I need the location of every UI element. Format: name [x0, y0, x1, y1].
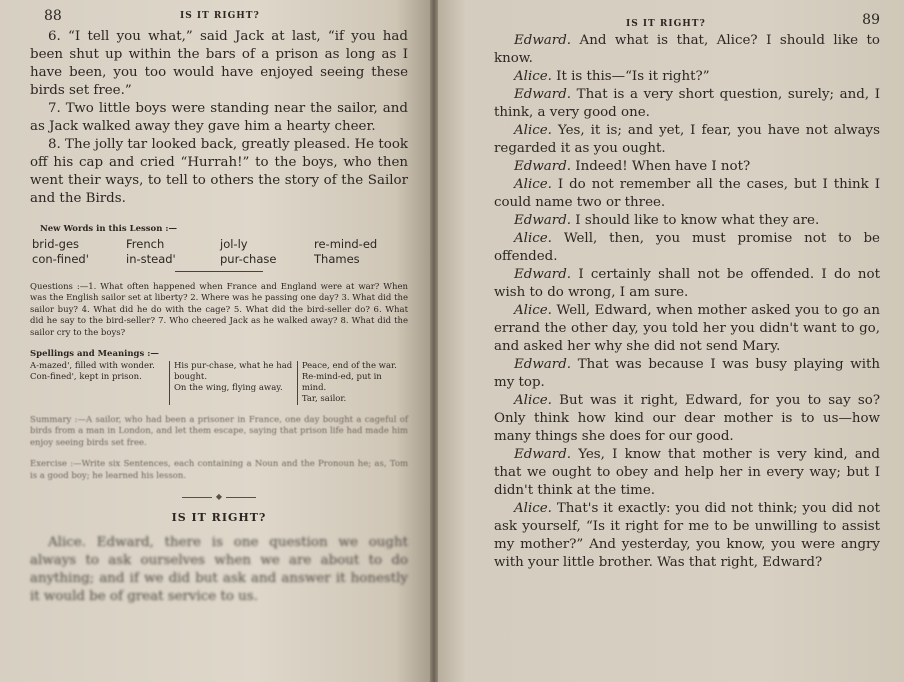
speaker-name: Edward.	[514, 159, 572, 174]
dialogue-text: Indeed! When have I not?	[571, 159, 751, 174]
spelling-entry: Con-fined', kept in prison.	[30, 372, 142, 383]
dialogue-text: I should like to know what they are.	[571, 213, 820, 228]
exercise: Exercise :—Write six Sentences, each containing a Noun and the Pronoun he; as, Tom is a good boy; he learned his lesson.	[30, 459, 408, 481]
dialogue-text: Yes, it is; and yet, I fear, you have not always regarded it as you ought.	[494, 123, 880, 156]
spelling-entry: Re-mind-ed, put in mind.	[301, 372, 382, 394]
left-running-head	[30, 8, 408, 28]
speaker-name: Edward.	[514, 87, 572, 102]
new-word: brid-ges	[32, 237, 80, 251]
dialogue-text: I do not remember all the cases, but I think I could name two or three.	[494, 177, 880, 210]
dialogue	[494, 32, 880, 572]
section-title: IS IT RIGHT?	[171, 511, 267, 525]
dialogue-text: It is this—“Is it right?”	[551, 69, 710, 84]
dialogue-line	[494, 266, 880, 302]
paragraph-8: 8. The jolly tar looked back, greatly pleased. He took off his cap and cried “Hurrah!” to the boys, who then went their ways, to tell to others the story of the Sailor and the Birds.	[30, 137, 408, 206]
speaker-name: Alice.	[514, 177, 552, 192]
dialogue-text: That was because I was busy playing with my top.	[494, 357, 880, 390]
spelling-entry: Tar, sailor.	[301, 394, 347, 405]
dialogue-text: That's it exactly: you did not think; you did not ask yourself, “Is it right for me to be unwilling to assist my mother?” And yesterday, you know, you were angry with your little brother. Was that right, Edward?	[494, 501, 880, 570]
right-running-title: IS IT RIGHT?	[626, 19, 706, 29]
spellings-heading: Spellings and Meanings :—	[30, 349, 159, 360]
dialogue-line	[494, 500, 880, 572]
new-word: Thames	[314, 252, 360, 266]
new-word: in-stead'	[126, 252, 176, 266]
right-page	[438, 0, 904, 682]
speaker-name: Alice.	[514, 501, 552, 516]
questions: Questions :—1. What often happened when France and England were at war? When was the English sailor set at liberty? 2. Where was he passing one day? 3. What did the sailor buy? 4. What did he do with the cage? 5. What did the bird-seller do? 6. What did he say to the bird-seller? 7. Who cheered Jack as he walked away? 8. What did the sailor cry to the boys?	[30, 282, 408, 338]
paragraph-6: 6. “I tell you what,” said Jack at last, “if you had been shut up within the bars of a prison as long as I have been, you too would have enjoyed seeing these birds set free.”	[30, 29, 408, 98]
right-running-head	[494, 12, 880, 32]
dialogue-line	[494, 32, 880, 68]
speaker-name: Alice.	[514, 123, 552, 138]
dialogue-text: Well, then, you must promise not to be offended.	[494, 231, 880, 264]
section-opening: Alice. Edward, there is one question we ought always to ask ourselves when we are about to do anything; and if we did but ask and answer it honestly it would be of great service to us.	[30, 535, 408, 605]
speaker-name: Edward.	[514, 267, 572, 282]
divider	[175, 271, 263, 272]
dialogue-line	[494, 446, 880, 500]
dialogue-text: And what is that, Alice? I should like to know.	[494, 33, 880, 66]
ornament-divider: ◆	[30, 492, 408, 501]
left-running-title: IS IT RIGHT?	[180, 11, 260, 21]
spelling-entry: Peace, end of the war.	[301, 361, 397, 372]
speaker-name: Alice.	[514, 303, 552, 318]
new-words-heading: New Words in this Lesson :—	[40, 224, 177, 234]
summary: Summary :—A sailor, who had been a prisoner in France, one day bought a cageful of birds from a man in London, and let them escape, saying that prison life had made him enjoy seeing birds set free.	[30, 415, 408, 448]
spelling-entry: A-mazed', filled with wonder.	[30, 361, 155, 372]
dialogue-line	[494, 392, 880, 446]
dialogue-text: Yes, I know that mother is very kind, and that we ought to obey and help her in every way; but I didn't think at the time.	[494, 447, 880, 498]
spellings-col-1	[30, 361, 169, 405]
dialogue-text: I certainly shall not be offended. I do not wish to do wrong, I am sure.	[494, 267, 880, 300]
spellings-table	[30, 361, 408, 405]
new-word: French	[126, 237, 165, 251]
dialogue-line	[494, 230, 880, 266]
speaker-name: Alice.	[514, 393, 552, 408]
spellings-col-3	[297, 361, 408, 405]
dialogue-line	[494, 158, 880, 176]
dialogue-line	[494, 302, 880, 356]
new-word: pur-chase	[220, 252, 277, 266]
dialogue-text: That is a very short question, surely; and, I think, a very good one.	[494, 87, 880, 120]
speaker-name: Edward.	[514, 357, 572, 372]
dialogue-line	[494, 356, 880, 392]
speaker-name: Edward.	[514, 33, 572, 48]
spelling-entry: On the wing, flying away.	[173, 383, 283, 394]
speaker-name: Edward.	[514, 213, 572, 228]
speaker-name: Edward.	[514, 447, 572, 462]
dialogue-line	[494, 86, 880, 122]
paragraph-7: 7. Two little boys were standing near the sailor, and as Jack walked away they gave him a hearty cheer.	[30, 101, 408, 134]
left-page-number: 88	[44, 8, 62, 24]
dialogue-line	[494, 176, 880, 212]
new-words-list	[30, 237, 408, 267]
new-word: con-fined'	[32, 252, 89, 266]
dialogue-line	[494, 122, 880, 158]
speaker-name: Alice.	[514, 69, 552, 84]
left-page	[0, 0, 430, 682]
spelling-entry: His pur-chase, what he had bought.	[173, 361, 293, 383]
dialogue-text: Well, Edward, when mother asked you to go an errand the other day, you told her you didn't want to go, and asked her why she did not send Mary.	[494, 303, 880, 354]
dialogue-text: But was it right, Edward, for you to say so? Only think how kind our dear mother is to us—how many things she does for our good.	[494, 393, 880, 444]
dialogue-line	[494, 212, 880, 230]
spellings-col-2	[169, 361, 297, 405]
right-page-number: 89	[862, 12, 880, 28]
section-opening-block	[30, 534, 408, 606]
speaker-name: Alice.	[514, 231, 552, 246]
dialogue-line	[494, 68, 880, 86]
book-gutter	[430, 0, 438, 682]
new-word: jol-ly	[220, 237, 248, 251]
new-word: re-mind-ed	[314, 237, 378, 251]
